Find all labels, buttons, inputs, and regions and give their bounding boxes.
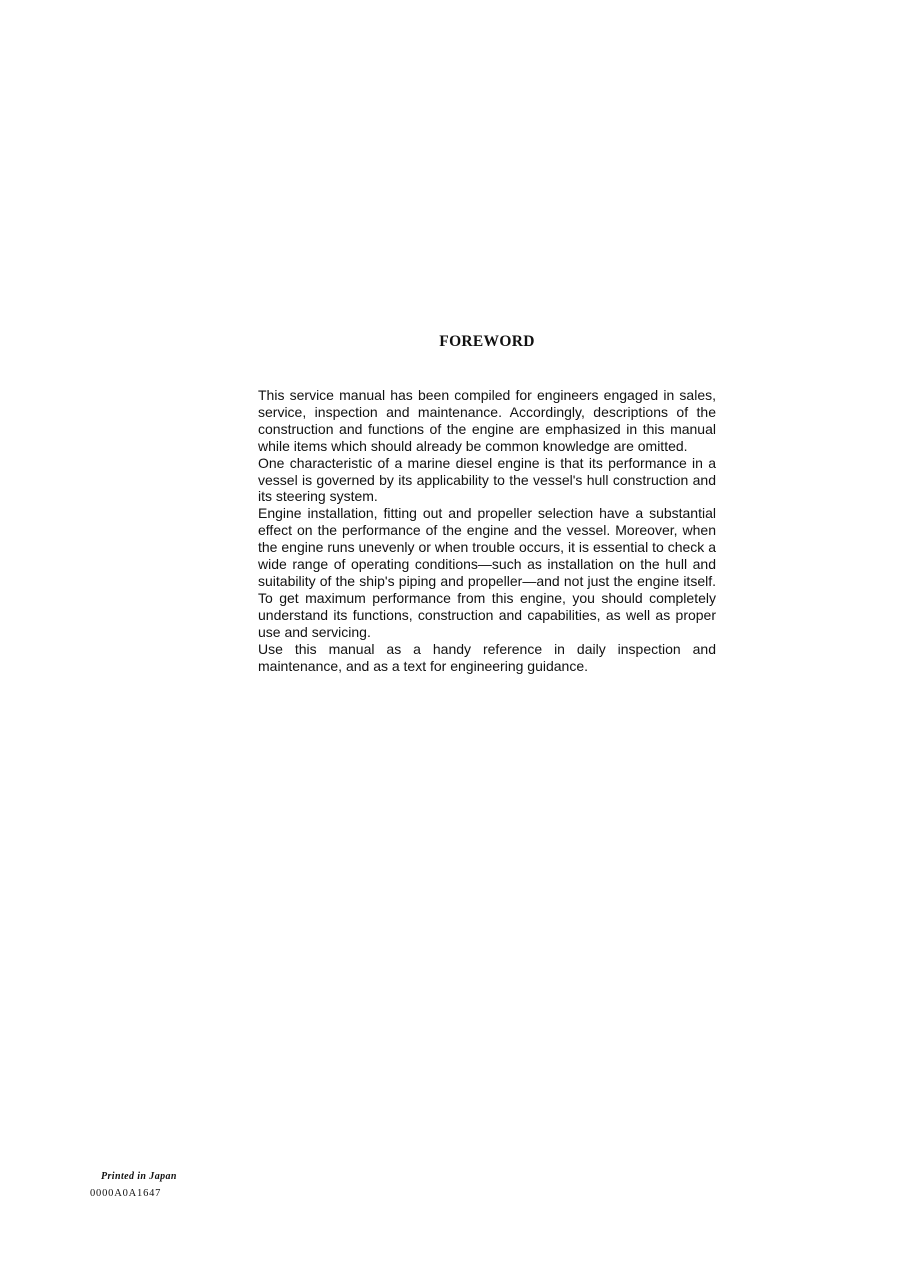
page-title: FOREWORD <box>439 333 535 350</box>
document-code: 0000A0A1647 <box>90 1188 162 1199</box>
paragraph-installation: Engine installation, fitting out and propeller selection have a substantial effect on the performance of the engine and the vessel. Moreover, when the engine runs unevenly or when trouble occurs, it is essential to check a wide range of operating conditions—such as installation on the hull and suitability of the ship's piping and propeller—and not just the engine itself. To get maximum performance from this engine, you should completely understand its functions, construction and capabilities, as well as proper use and servicing. <box>258 505 716 640</box>
foreword-body <box>258 387 716 674</box>
paragraph-usage: Use this manual as a handy reference in daily inspection and maintenance, and as a text for engineering guidance. <box>258 640 716 674</box>
printed-in-japan: Printed in Japan <box>101 1171 177 1182</box>
paragraph-purpose: This service manual has been compiled for engineers engaged in sales, service, inspection and maintenance. Accordingly, descriptions of the construction and functions of the engine are emphasized in this manual while items which should already be common knowledge are omitted. <box>258 387 716 454</box>
paragraph-characteristic: One characteristic of a marine diesel engine is that its performance in a vessel is governed by its applicability to the vessel's hull construction and its steering system. <box>258 454 716 505</box>
